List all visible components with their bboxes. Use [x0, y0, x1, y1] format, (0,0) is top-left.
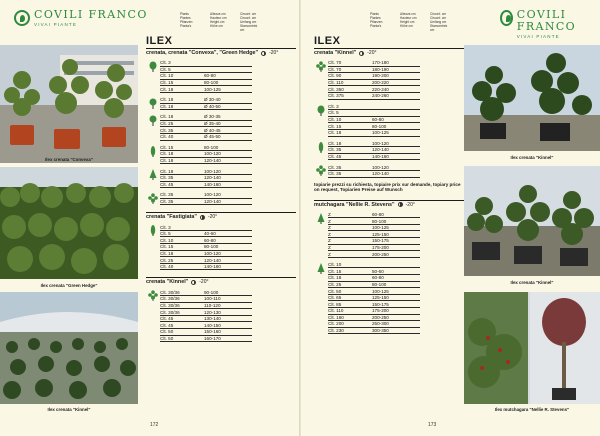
container-size: Clt. 50 [160, 335, 174, 341]
table-row [160, 134, 252, 141]
bonsai-icon [314, 164, 328, 177]
half-shade-icon [359, 51, 364, 56]
table-row [160, 86, 252, 93]
brand-logo [500, 9, 600, 39]
size-table [328, 164, 420, 177]
container-size: Clt. 5 [328, 110, 339, 116]
section-header [146, 48, 296, 56]
half-shade-icon [398, 202, 403, 207]
size-group [146, 114, 296, 140]
plant-height: 170-180 [372, 60, 389, 66]
container-size: Clt. 25 [328, 281, 342, 287]
container-size: Clt. 10 [160, 237, 174, 243]
container-size: Clt. 50 [328, 288, 342, 294]
plant-height: 240-260 [372, 93, 389, 99]
container-size: Clt. 85 [328, 301, 342, 307]
plant-height: Ø 40-45 [204, 127, 221, 133]
container-size: Clt. 110 [328, 308, 344, 314]
table-row [328, 301, 420, 308]
plant-height: 60-80 [372, 275, 384, 281]
brand-sub: VIVAI PIANTE [516, 34, 560, 39]
container-size: Clt. 30/36 [160, 289, 180, 295]
ball-icon [146, 114, 160, 140]
hardiness-temp: -20° [367, 50, 377, 56]
container-size: Clt. 18 [160, 114, 174, 120]
size-group [146, 145, 296, 165]
container-size: Clt. 160 [328, 314, 344, 320]
plant-height: Ø 45-50 [204, 134, 221, 140]
table-row [328, 110, 420, 117]
plant-height: 175-200 [372, 244, 389, 250]
container-size: Clt. 70 [328, 66, 342, 72]
table-row [160, 114, 252, 121]
container-size: Clt. 3 [328, 103, 339, 109]
container-size: Z [328, 225, 331, 231]
plant-height: 100-120 [372, 164, 389, 170]
plant-height: 100-125 [372, 225, 389, 231]
container-size: Z [328, 211, 331, 217]
table-row [328, 86, 420, 93]
bonsai-icon [146, 289, 160, 342]
size-table [160, 192, 252, 205]
plant-height: 160-170 [204, 335, 221, 341]
container-size: Clt. 18 [160, 158, 174, 164]
container-size: Clt. 35 [328, 164, 342, 170]
container-size: Clt. 10 [160, 73, 174, 79]
container-size: Clt. 15 [328, 123, 342, 129]
table-row [160, 251, 252, 258]
product-list-right [314, 35, 464, 334]
plant-height: 100-120 [372, 140, 389, 146]
plant-height: 40-60 [204, 231, 216, 237]
photo-ilex-kinnel-1 [464, 45, 600, 151]
plant-height: 80-100 [372, 218, 387, 224]
photo-ilex-convexa [0, 45, 138, 163]
container-size: Clt. 375 [328, 93, 344, 99]
container-size: Clt. 18 [160, 151, 174, 157]
plant-height: 150-175 [372, 238, 389, 244]
brand-name: COVILI FRANCO [516, 8, 577, 33]
section-header [314, 48, 464, 56]
table-row [160, 296, 252, 303]
table-row [160, 121, 252, 128]
table-row [328, 60, 420, 67]
size-table [328, 212, 420, 258]
table-row [160, 257, 252, 264]
table-row [160, 289, 252, 296]
size-group [314, 141, 464, 161]
plant-height: 80-100 [372, 123, 387, 129]
size-table [160, 145, 252, 165]
half-shade-icon [200, 215, 205, 220]
plant-height: 80-100 [204, 244, 219, 250]
table-row [328, 218, 420, 225]
legend: Plants Plantes Pflanzen Planta's Altezza cm Hauteur cm Height cm Höhe cm Circonf. cm Circonf. cm Umfang cm Stamomtrek cm [180, 12, 258, 32]
size-table [160, 224, 252, 270]
container-size: Clt. 18 [160, 97, 174, 103]
photo-caption: Ilex crenata "Kinnel" [47, 407, 91, 412]
table-row [160, 175, 252, 182]
page-number: 173 [428, 422, 437, 428]
table-row [328, 225, 420, 232]
table-row [328, 245, 420, 252]
plant-height: Ø 30-40 [204, 97, 221, 103]
container-size: Clt. 30/36 [160, 309, 180, 315]
container-size: Z [328, 244, 331, 250]
table-row [160, 237, 252, 244]
table-row [328, 154, 420, 161]
table-row [160, 336, 252, 343]
plant-height: 100-110 [204, 296, 221, 302]
table-row [160, 182, 252, 189]
plant-height: 140-160 [204, 181, 221, 187]
plant-height: 80-100 [204, 144, 219, 150]
plant-height: 140-160 [372, 154, 389, 160]
table-row [160, 73, 252, 80]
size-table [160, 289, 252, 342]
table-row [160, 97, 252, 104]
table-row [160, 151, 252, 158]
table-row [328, 288, 420, 295]
plant-height: 100-125 [372, 130, 389, 136]
plant-height: 60-80 [372, 117, 384, 123]
plant-height: 200-220 [372, 80, 389, 86]
brand-sub: VIVAI PIANTE [34, 22, 78, 27]
photo-caption: Ilex mutchagara "Nellie R. Stevens" [494, 407, 570, 412]
size-table [160, 97, 252, 110]
table-row [160, 80, 252, 87]
table-row [160, 168, 252, 175]
plant-height: 80-100 [372, 281, 387, 287]
table-row [160, 244, 252, 251]
table-row [328, 104, 420, 111]
table-row [328, 80, 420, 87]
container-size: Clt. 5 [160, 66, 171, 72]
container-size: Clt. 15 [160, 244, 174, 250]
plant-height: 120-140 [204, 158, 221, 164]
table-row [160, 231, 252, 238]
size-group [314, 212, 464, 258]
plant-height: 180-190 [372, 66, 389, 72]
container-size: Clt. 45 [160, 322, 174, 328]
section-title: crenata "Kinnel" [146, 279, 189, 286]
container-size: Clt. 45 [160, 316, 174, 322]
container-size: Clt. 18 [160, 250, 174, 256]
size-group [146, 60, 296, 93]
plant-height: 100-120 [204, 250, 221, 256]
size-group [146, 97, 296, 110]
plant-height: 175-200 [372, 308, 389, 314]
plant-height: Ø 30-35 [204, 114, 221, 120]
plant-height: 220-240 [372, 86, 389, 92]
container-size: Clt. 25 [160, 257, 174, 263]
container-size: Clt. 45 [160, 181, 174, 187]
plant-height: 60-80 [204, 237, 216, 243]
container-size: Clt. 3 [160, 224, 171, 230]
plant-height: 200-250 [372, 251, 389, 257]
table-row [328, 147, 420, 154]
table-row [160, 67, 252, 74]
plant-height: 250-300 [372, 321, 389, 327]
genus-heading: ILEX [314, 35, 341, 47]
hardiness-temp: -20° [207, 214, 218, 221]
table-row [328, 238, 420, 245]
container-size: Clt. 5 [160, 231, 171, 237]
table-row [328, 164, 420, 171]
container-size: Clt. 15 [160, 80, 174, 86]
hardiness-temp: -20° [405, 201, 415, 208]
container-size: Clt. 350 [328, 86, 344, 92]
size-table [328, 141, 420, 161]
table-row [328, 275, 420, 282]
table-row [328, 141, 420, 148]
container-size: Clt. 35 [160, 192, 174, 198]
container-size: Clt. 35 [160, 175, 174, 181]
plant-height: 150-175 [372, 301, 389, 307]
size-group [314, 60, 464, 100]
brand-logo [14, 9, 148, 27]
size-group [146, 289, 296, 342]
size-table [328, 262, 420, 335]
container-size: Clt. 15 [160, 144, 174, 150]
photo-ilex-green-hedge [0, 167, 138, 279]
table-row [160, 224, 252, 231]
plant-height: 120-140 [204, 257, 221, 263]
container-size: Clt. 25 [160, 121, 174, 127]
container-size: Clt. 15 [328, 268, 342, 274]
photo-caption: Ilex crenata "Kinnel" [510, 155, 554, 160]
container-size: Clt. 200 [328, 321, 344, 327]
plant-height: 125-150 [372, 231, 389, 237]
container-size: Clt. 10 [328, 262, 342, 268]
shrub-icon [146, 60, 160, 93]
table-row [328, 123, 420, 130]
plant-height: 120-140 [204, 198, 221, 204]
table-row [328, 308, 420, 315]
plant-height: 200-250 [372, 314, 389, 320]
cone-icon [314, 212, 328, 258]
container-size: Clt. 18 [160, 168, 174, 174]
container-size: Clt. 30/36 [160, 296, 180, 302]
plant-height: Ø 40-50 [204, 103, 221, 109]
container-size: Clt. 35 [328, 171, 342, 177]
table-row [328, 295, 420, 302]
half-shade-icon [191, 280, 196, 285]
product-list-left [146, 35, 296, 342]
plant-height: 60-80 [372, 211, 384, 217]
container-size: Clt. 40 [160, 264, 174, 270]
container-size: Z [328, 251, 331, 257]
table-row [328, 67, 420, 74]
plant-height: 100-120 [204, 151, 221, 157]
size-group [146, 192, 296, 205]
container-size: Clt. 50 [160, 329, 174, 335]
column-icon [146, 145, 160, 165]
plant-height: 60-80 [204, 73, 216, 79]
table-row [160, 199, 252, 206]
plant-height: 190-200 [372, 73, 389, 79]
container-size: Clt. 35 [160, 198, 174, 204]
size-group [314, 164, 464, 177]
table-row [160, 329, 252, 336]
plant-height: 100-120 [204, 192, 221, 198]
cone-icon [314, 262, 328, 335]
legend: Plants Plantes Pflanzen Planta's Altezza cm Hauteur cm Height cm Höhe cm Circonf. cm Circonf. cm Umfang cm Stamomtrek cm [370, 12, 448, 32]
container-size: Z [328, 238, 331, 244]
table-row [160, 309, 252, 316]
container-size: Clt. 10 [328, 117, 342, 123]
table-row [160, 60, 252, 67]
size-table [328, 60, 420, 100]
plant-height: 120-140 [372, 171, 389, 177]
table-row [160, 264, 252, 271]
plant-height: 110-120 [204, 302, 221, 308]
container-size: Clt. 45 [328, 154, 342, 160]
plant-height: 130-140 [204, 316, 221, 322]
column-icon [146, 224, 160, 270]
table-row [160, 303, 252, 310]
container-size: Clt. 18 [160, 86, 174, 92]
table-row [328, 212, 420, 219]
photo-ilex-kinnel [0, 292, 138, 404]
genus-heading: ILEX [146, 35, 173, 47]
section-title: crenata "Kinnel" [314, 50, 357, 56]
photo-caption: Ilex crenata "Green Hedge" [40, 283, 98, 288]
container-size: Clt. 30/36 [160, 302, 180, 308]
size-group [146, 168, 296, 188]
half-shade-icon [261, 51, 266, 56]
plant-height: 120-140 [204, 175, 221, 181]
plant-height: 120-130 [204, 309, 221, 315]
table-row [328, 171, 420, 178]
ball-icon [146, 97, 160, 110]
container-size: Clt. 110 [328, 80, 344, 86]
photo-ilex-kinnel-2 [464, 166, 600, 276]
section-title: crenata, crenata "Convexa", "Green Hedge" [146, 50, 259, 56]
cone-icon [146, 168, 160, 188]
container-size: Z [328, 231, 331, 237]
plant-height: 50-60 [372, 268, 384, 274]
table-row [328, 130, 420, 137]
size-group [146, 224, 296, 270]
bonsai-icon [146, 192, 160, 205]
table-row [328, 321, 420, 328]
table-row [328, 231, 420, 238]
plant-height: 140-160 [204, 264, 221, 270]
container-size: Clt. 3 [160, 60, 171, 66]
size-table [160, 114, 252, 140]
table-row [328, 315, 420, 322]
plant-height: 100-125 [204, 86, 221, 92]
container-size: Clt. 230 [328, 328, 344, 334]
page-173 [300, 0, 600, 436]
section-title: mutchagara "Nellie R. Stevens" [314, 201, 395, 208]
size-group [314, 262, 464, 335]
plant-height: 140-150 [204, 322, 221, 328]
plant-height: 90-100 [204, 289, 219, 295]
section-title: crenata "Fastigiata" [146, 214, 197, 221]
leaf-logo-icon [14, 10, 30, 26]
table-row [328, 268, 420, 275]
section-header [314, 200, 464, 208]
table-row [160, 145, 252, 152]
container-size: Clt. 70 [328, 60, 342, 66]
section-header [146, 277, 296, 285]
container-size: Clt. 65 [328, 295, 342, 301]
table-row [328, 282, 420, 289]
container-size: Z [328, 218, 331, 224]
hardiness-temp: -20° [199, 279, 209, 286]
container-size: Clt. 18 [328, 140, 342, 146]
plant-height: 300-350 [372, 328, 389, 334]
plant-height: 100-120 [204, 168, 221, 174]
container-size: Clt. 18 [328, 130, 342, 136]
brand-name: COVILI FRANCO [34, 8, 148, 21]
plant-height: 150-160 [204, 329, 221, 335]
container-size: Clt. 35 [328, 147, 342, 153]
table-row [328, 117, 420, 124]
table-row [160, 316, 252, 323]
plant-height: 100-125 [372, 288, 389, 294]
table-row [160, 192, 252, 199]
container-size: Clt. 18 [328, 275, 342, 281]
container-size: Clt. 18 [160, 103, 174, 109]
table-row [328, 328, 420, 335]
size-table [160, 60, 252, 93]
table-row [328, 262, 420, 269]
hardiness-temp: -20° [269, 50, 279, 56]
table-row [160, 127, 252, 134]
section-header [146, 212, 296, 220]
container-size: Clt. 35 [160, 127, 174, 133]
size-table [328, 104, 420, 137]
table-row [160, 158, 252, 165]
table-row [328, 251, 420, 258]
leaf-logo-icon [500, 10, 513, 26]
plant-height: 80-100 [204, 80, 219, 86]
photo-caption: Ilex crenata "Convexa" [45, 157, 93, 162]
table-row [160, 104, 252, 111]
photo-ilex-nellie-stevens [464, 292, 600, 404]
size-group [314, 104, 464, 137]
table-row [328, 73, 420, 80]
column-icon [314, 141, 328, 161]
page-number: 172 [150, 422, 159, 428]
bonsai-icon [314, 60, 328, 100]
container-size: Clt. 90 [328, 73, 342, 79]
plant-height: Ø 35-40 [204, 121, 221, 127]
photo-caption: Ilex crenata "Kinnel" [510, 280, 554, 285]
container-size: Clt. 40 [160, 134, 174, 140]
plant-height: 120-140 [372, 147, 389, 153]
table-row [160, 322, 252, 329]
table-row [328, 93, 420, 100]
plant-height: 125-150 [372, 295, 389, 301]
topiary-note: topiarie prezzi su richiesta, topiaire prix sur demande, topiary price on request, Topiarien Preise auf Wunsch [314, 181, 461, 193]
size-table [160, 168, 252, 188]
shrub-icon [314, 104, 328, 137]
